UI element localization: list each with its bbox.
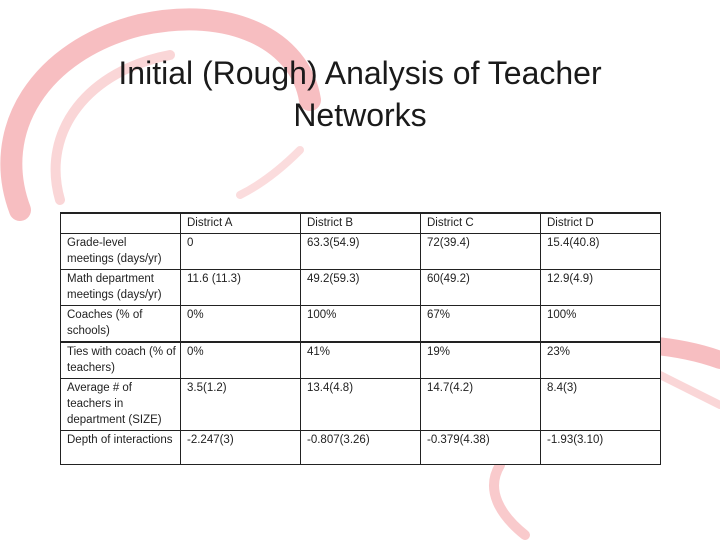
header-cell-district-d: District D xyxy=(541,213,661,234)
table-cell: -0.807(3.26) xyxy=(301,431,421,465)
table-row xyxy=(61,431,661,465)
table-cell: -1.93(3.10) xyxy=(541,431,661,465)
swirl-stroke-tail xyxy=(660,375,720,405)
table-cell: 3.5(1.2) xyxy=(181,379,301,431)
row-label: Grade-level meetings (days/yr) xyxy=(61,234,181,270)
table-row xyxy=(61,342,661,379)
slide-title-line-2: Networks xyxy=(293,97,427,133)
table-cell: -2.247(3) xyxy=(181,431,301,465)
district-comparison-table xyxy=(60,212,660,465)
table-row xyxy=(61,234,661,270)
header-cell-district-c: District C xyxy=(421,213,541,234)
row-label: Ties with coach (% of teachers) xyxy=(61,342,181,379)
slide-title-line-1: Initial (Rough) Analysis of Teacher xyxy=(118,55,602,91)
table-cell: 0% xyxy=(181,342,301,379)
swirl-stroke-mid xyxy=(240,150,300,195)
header-cell-district-a: District A xyxy=(181,213,301,234)
row-label: Average # of teachers in department (SIZE) xyxy=(61,379,181,431)
table-cell: 60(49.2) xyxy=(421,270,541,306)
table-cell: 67% xyxy=(421,306,541,343)
table-cell: 8.4(3) xyxy=(541,379,661,431)
table-cell: 12.9(4.9) xyxy=(541,270,661,306)
table-cell: 14.7(4.2) xyxy=(421,379,541,431)
table-cell: 11.6 (11.3) xyxy=(181,270,301,306)
table-cell: 0% xyxy=(181,306,301,343)
table-cell: 72(39.4) xyxy=(421,234,541,270)
table-row xyxy=(61,379,661,431)
table-cell: 63.3(54.9) xyxy=(301,234,421,270)
table-cell: 41% xyxy=(301,342,421,379)
table-cell: 19% xyxy=(421,342,541,379)
table-cell: 0 xyxy=(181,234,301,270)
slide-title xyxy=(60,52,660,136)
table-cell: 23% xyxy=(541,342,661,379)
header-cell-blank xyxy=(61,213,181,234)
row-label: Depth of interactions xyxy=(61,431,181,465)
table-row xyxy=(61,270,661,306)
row-label: Coaches (% of schools) xyxy=(61,306,181,343)
table-cell: 15.4(40.8) xyxy=(541,234,661,270)
header-cell-district-b: District B xyxy=(301,213,421,234)
swirl-stroke-bottom xyxy=(494,465,525,535)
table-cell: 100% xyxy=(541,306,661,343)
table-cell: 49.2(59.3) xyxy=(301,270,421,306)
row-label: Math department meetings (days/yr) xyxy=(61,270,181,306)
table-cell: -0.379(4.38) xyxy=(421,431,541,465)
table-header-row xyxy=(61,213,661,234)
table-cell: 100% xyxy=(301,306,421,343)
table-cell: 13.4(4.8) xyxy=(301,379,421,431)
table-row xyxy=(61,306,661,343)
